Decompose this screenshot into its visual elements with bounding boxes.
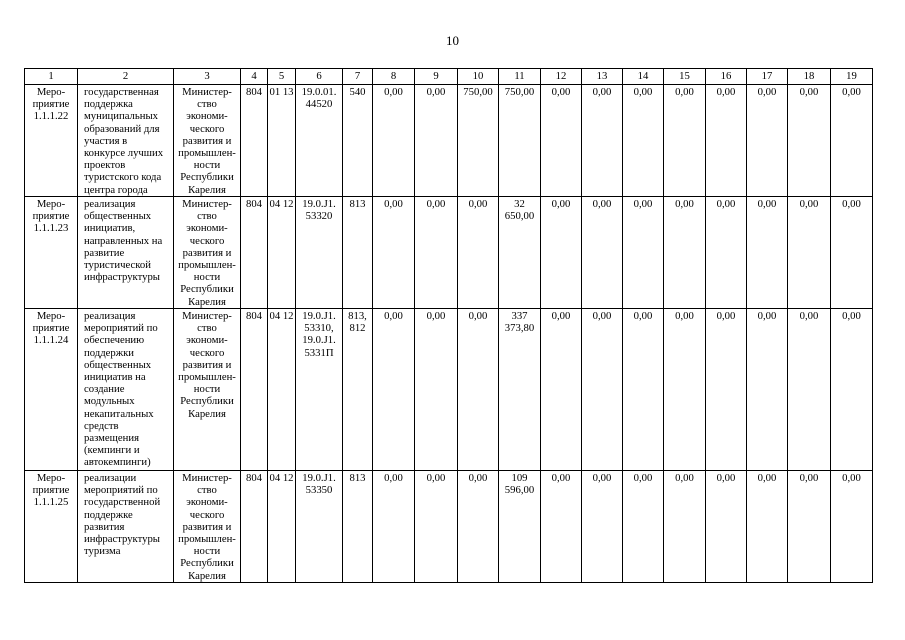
value-cell-col-18: 0,00 — [788, 471, 831, 583]
column-header-7: 7 — [343, 69, 373, 85]
measure-id-cell: Меро- приятие 1.1.1.22 — [25, 85, 78, 197]
value-cell-col-5: 01 13 — [268, 85, 296, 197]
value-cell-col-10: 0,00 — [458, 309, 499, 471]
value-cell-col-10: 750,00 — [458, 85, 499, 197]
measure-id-cell: Меро- приятие 1.1.1.25 — [25, 471, 78, 583]
value-cell-col-11: 750,00 — [499, 85, 541, 197]
column-header-14: 14 — [623, 69, 664, 85]
value-cell-col-19: 0,00 — [831, 471, 873, 583]
measure-description-cell: реализация общественных инициатив, направленных на развитие туристической инфраструктуры — [78, 197, 174, 309]
value-cell-col-4: 804 — [241, 85, 268, 197]
value-cell-col-16: 0,00 — [706, 309, 747, 471]
table-row — [25, 471, 873, 583]
value-cell-col-6: 19.0.J1. 53320 — [296, 197, 343, 309]
value-cell-col-5: 04 12 — [268, 471, 296, 583]
value-cell-col-18: 0,00 — [788, 309, 831, 471]
column-header-4: 4 — [241, 69, 268, 85]
value-cell-col-15: 0,00 — [664, 85, 706, 197]
column-header-9: 9 — [415, 69, 458, 85]
value-cell-col-7: 813 — [343, 197, 373, 309]
value-cell-col-4: 804 — [241, 471, 268, 583]
value-cell-col-17: 0,00 — [747, 471, 788, 583]
value-cell-col-7: 813, 812 — [343, 309, 373, 471]
value-cell-col-14: 0,00 — [623, 85, 664, 197]
measure-id-cell: Меро- приятие 1.1.1.24 — [25, 309, 78, 471]
value-cell-col-17: 0,00 — [747, 309, 788, 471]
value-cell-col-12: 0,00 — [541, 197, 582, 309]
value-cell-col-7: 813 — [343, 471, 373, 583]
column-header-16: 16 — [706, 69, 747, 85]
value-cell-col-8: 0,00 — [373, 197, 415, 309]
value-cell-col-13: 0,00 — [582, 85, 623, 197]
value-cell-col-11: 337 373,80 — [499, 309, 541, 471]
column-header-12: 12 — [541, 69, 582, 85]
value-cell-col-4: 804 — [241, 197, 268, 309]
table-row — [25, 309, 873, 471]
value-cell-col-18: 0,00 — [788, 197, 831, 309]
column-header-17: 17 — [747, 69, 788, 85]
value-cell-col-17: 0,00 — [747, 197, 788, 309]
value-cell-col-13: 0,00 — [582, 309, 623, 471]
column-header-2: 2 — [78, 69, 174, 85]
value-cell-col-16: 0,00 — [706, 197, 747, 309]
value-cell-col-16: 0,00 — [706, 85, 747, 197]
column-header-6: 6 — [296, 69, 343, 85]
value-cell-col-8: 0,00 — [373, 471, 415, 583]
value-cell-col-5: 04 12 — [268, 197, 296, 309]
column-header-1: 1 — [25, 69, 78, 85]
value-cell-col-12: 0,00 — [541, 471, 582, 583]
column-header-11: 11 — [499, 69, 541, 85]
measure-description-cell: реализации мероприятий по государственной поддержке развития инфраструктуры туризма — [78, 471, 174, 583]
column-header-3: 3 — [174, 69, 241, 85]
table-row — [25, 85, 873, 197]
measure-description-cell: реализация мероприятий по обеспечению поддержки общественных инициатив на создание модульных некапитальных средств размещения (кемпинги и автокемпинги) — [78, 309, 174, 471]
column-header-8: 8 — [373, 69, 415, 85]
column-header-13: 13 — [582, 69, 623, 85]
value-cell-col-9: 0,00 — [415, 85, 458, 197]
value-cell-col-14: 0,00 — [623, 309, 664, 471]
program-measures-table — [24, 68, 873, 583]
value-cell-col-13: 0,00 — [582, 471, 623, 583]
value-cell-col-16: 0,00 — [706, 471, 747, 583]
column-header-10: 10 — [458, 69, 499, 85]
executor-cell: Министер- ство экономи- ческого развития и промышлен- ности Республики Карелия — [174, 309, 241, 471]
value-cell-col-11: 109 596,00 — [499, 471, 541, 583]
value-cell-col-9: 0,00 — [415, 309, 458, 471]
value-cell-col-9: 0,00 — [415, 471, 458, 583]
value-cell-col-13: 0,00 — [582, 197, 623, 309]
value-cell-col-10: 0,00 — [458, 197, 499, 309]
value-cell-col-8: 0,00 — [373, 309, 415, 471]
column-header-19: 19 — [831, 69, 873, 85]
page-number: 10 — [446, 33, 459, 48]
value-cell-col-7: 540 — [343, 85, 373, 197]
value-cell-col-12: 0,00 — [541, 85, 582, 197]
column-header-5: 5 — [268, 69, 296, 85]
value-cell-col-15: 0,00 — [664, 197, 706, 309]
value-cell-col-14: 0,00 — [623, 471, 664, 583]
table-body — [25, 85, 873, 583]
value-cell-col-4: 804 — [241, 309, 268, 471]
column-header-15: 15 — [664, 69, 706, 85]
value-cell-col-12: 0,00 — [541, 309, 582, 471]
value-cell-col-19: 0,00 — [831, 197, 873, 309]
value-cell-col-15: 0,00 — [664, 471, 706, 583]
executor-cell: Министер- ство экономи- ческого развития и промышлен- ности Республики Карелия — [174, 197, 241, 309]
value-cell-col-11: 32 650,00 — [499, 197, 541, 309]
value-cell-col-5: 04 12 — [268, 309, 296, 471]
value-cell-col-6: 19.0.01. 44520 — [296, 85, 343, 197]
table-row — [25, 197, 873, 309]
measure-description-cell: государственная поддержка муниципальных образований для участия в конкурсе лучших проектов туристского кода центра города — [78, 85, 174, 197]
value-cell-col-6: 19.0.J1. 53310, 19.0.J1. 5331П — [296, 309, 343, 471]
table-header-row — [25, 69, 873, 85]
executor-cell: Министер- ство экономи- ческого развития и промышлен- ности Республики Карелия — [174, 471, 241, 583]
executor-cell: Министер- ство экономи- ческого развития и промышлен- ности Республики Карелия — [174, 85, 241, 197]
value-cell-col-10: 0,00 — [458, 471, 499, 583]
value-cell-col-17: 0,00 — [747, 85, 788, 197]
measure-id-cell: Меро- приятие 1.1.1.23 — [25, 197, 78, 309]
value-cell-col-18: 0,00 — [788, 85, 831, 197]
value-cell-col-19: 0,00 — [831, 309, 873, 471]
value-cell-col-9: 0,00 — [415, 197, 458, 309]
value-cell-col-15: 0,00 — [664, 309, 706, 471]
value-cell-col-19: 0,00 — [831, 85, 873, 197]
value-cell-col-6: 19.0.J1. 53350 — [296, 471, 343, 583]
value-cell-col-8: 0,00 — [373, 85, 415, 197]
column-header-18: 18 — [788, 69, 831, 85]
value-cell-col-14: 0,00 — [623, 197, 664, 309]
